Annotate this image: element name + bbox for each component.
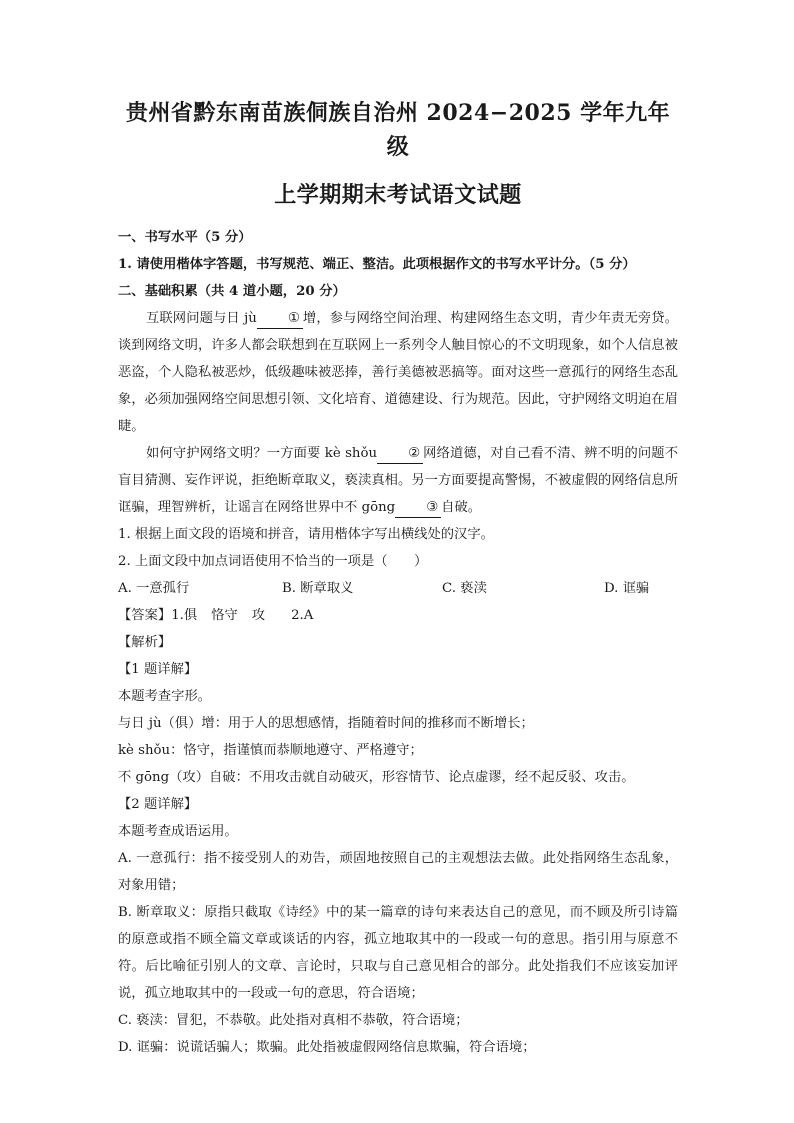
analysis-q2-item-a: A. 一意孤行：指不接受别人的劝告，顽固地按照自己的主观想法去做。此处指网络生态乱象，对象用错； (118, 851, 678, 893)
analysis-q2-item-d: D. 诓骗：说谎话骗人；欺骗。此处指被虚假网络信息欺骗，符合语境； (118, 1040, 536, 1055)
option-c: C. 亵渎 (442, 581, 487, 596)
analysis-q2-item-b: B. 断章取义：原指只截取《诗经》中的某一篇章的诗句来表达自己的意见，而不顾及所引诗篇的原意或指不顾全篇文章或谈话的内容，孤立地取其中的一段或一句的意思。指引用与原意不符。后比喻征引别人的文章、言论时，只取与自己意见相合的部分。此处指我们不应该妄加评说，孤立地取其中的一段或一句的意思，符合语境； (118, 905, 678, 1001)
option-b: B. 断章取义 (282, 581, 354, 596)
answer-q1-1: 俱 (183, 608, 198, 623)
option-a: A. 一意孤行 (118, 581, 190, 596)
question-1: 1. 根据上面文段的语境和拼音，请用楷体字写出横线处的汉字。 (118, 527, 494, 542)
analysis-label: 【解析】 (118, 635, 172, 650)
answer-q1-label: 1. (171, 608, 184, 623)
answer-label: 【答案】 (118, 608, 172, 623)
page-title-line-1: 贵州省黔东南苗族侗族自治州 2024−2025 学年九年级 (125, 100, 671, 160)
section-1-item: 1. 请使用楷体字答题，书写规范、端正、整洁。此项根据作文的书写水平计分。（5 分） (118, 257, 636, 272)
section-1-heading: 一、书写水平（5 分） (118, 230, 252, 245)
passage-p2-before-blank: 如何守护网络文明？一方面要 kè shǒu (146, 446, 378, 461)
answer-q2: A (303, 608, 314, 623)
blank-3: ③ (395, 499, 441, 518)
exam-page (118, 96, 678, 1061)
answer-q1-2: 恪守 (211, 608, 238, 623)
question-2: 2. 上面文段中加点词语使用不恰当的一项是（ ） (118, 554, 428, 569)
answer-q2-label: 2. (291, 608, 304, 623)
analysis-q1-line: kè shǒu：恪守，指谨慎而恭顺地遵守、严格遵守； (118, 743, 423, 758)
passage-paragraph-2 (118, 440, 678, 521)
analysis-q2-heading: 【2 题详解】 (118, 797, 198, 812)
option-d: D. 诓骗 (604, 581, 650, 596)
passage-p2-after-blank: 自破。 (441, 500, 482, 515)
passage-paragraph-1 (118, 305, 678, 440)
question-2-options (118, 575, 678, 602)
page-title-line-2: 上学期期末考试语文试题 (274, 182, 522, 208)
passage-p1-before-blank: 互联网问题与日 jù (146, 311, 257, 326)
passage-p1-after-blank: 增，参与网络空间治理、构建网络生态文明，青少年责无旁贷。谈到网络文明，许多人都会联想到在互联网上一系列令人触目惊心的不文明现象，如个人信息被恶盗，个人隐私被恶炒，低级趣味被恶捧，善行美德被恶搞等。面对这些一意孤行的网络生态乱象，必须加强网络空间思想引领、文化培育、道德建设、行为规范。因此，守护网络文明迫在眉睫。 (118, 311, 678, 434)
passage-p2-mid: 网络道德，对自己看不清、辨不明的问题不盲目猜测、妄作评说，拒绝断章取义，亵渎真相。另一方面要提高警惕，不被虚假的网络信息所诓骗，理智辨析，让谣言在网络世界中不 gōng (118, 446, 678, 515)
answer-line (118, 602, 678, 629)
analysis-q1-line: 不 gōng（攻）自破：不用攻击就自动破灭，形容情节、论点虚谬，经不起反驳、攻击。 (118, 770, 635, 785)
analysis-q1-line: 与日 jù（俱）增：用于人的思想感情，指随着时间的推移而不断增长； (118, 716, 534, 731)
analysis-q2-item-c: C. 亵渎：冒犯，不恭敬。此处指对真相不恭敬，符合语境； (118, 1013, 469, 1028)
answer-q1-3: 攻 (251, 608, 266, 623)
analysis-q1-intro: 本题考查字形。 (118, 689, 212, 704)
analysis-q2-intro: 本题考查成语运用。 (118, 824, 238, 839)
section-2-heading: 二、基础积累（共 4 道小题，20 分） (118, 284, 346, 299)
analysis-q1-heading: 【1 题详解】 (118, 662, 198, 677)
blank-2: ② (377, 445, 423, 464)
blank-1: ① (257, 310, 303, 329)
